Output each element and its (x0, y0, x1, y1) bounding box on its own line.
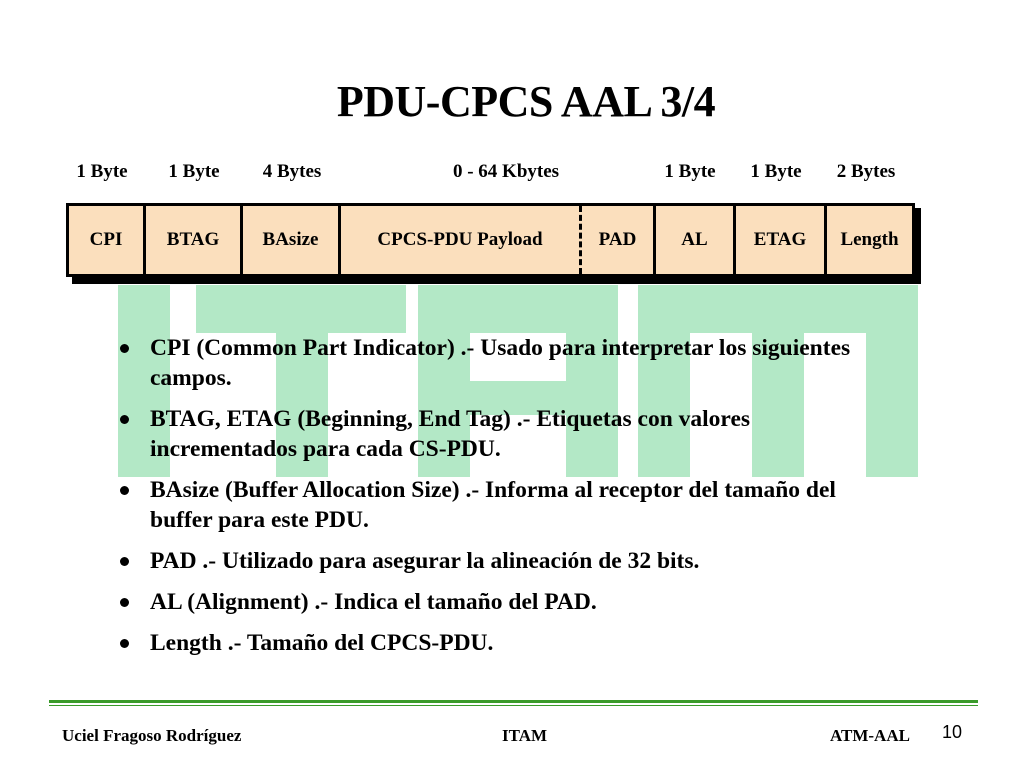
footer-institution: ITAM (502, 726, 548, 745)
size-label-btag: 1 Byte (168, 161, 220, 182)
field-cpi: CPI (89, 229, 123, 250)
size-label-etag: 1 Byte (750, 161, 802, 182)
size-label-length: 2 Bytes (836, 161, 896, 182)
footer-divider-thin (49, 705, 978, 706)
field-description-list (116, 333, 896, 669)
bullet-text: BTAG, ETAG (Beginning, End Tag) .- Etiquetas con valores incrementados para cada CS-PDU. (150, 406, 751, 462)
bullet-icon (120, 486, 129, 495)
field-al: AL (681, 229, 708, 250)
field-pad: PAD (598, 229, 637, 250)
footer-divider (49, 700, 978, 703)
list-item (116, 628, 896, 658)
bullet-icon (120, 598, 129, 607)
bullet-text: CPI (Common Part Indicator) .- Usado para interpretar los siguientes campos. (150, 335, 851, 391)
list-item (116, 475, 896, 535)
field-btag: BTAG (166, 229, 220, 250)
field-cpcs-pdu-payload: CPCS-PDU Payload (377, 229, 543, 250)
size-label-basize: 4 Bytes (262, 161, 322, 182)
footer-author: Uciel Fragoso Rodríguez (62, 726, 242, 745)
list-item (116, 404, 896, 464)
field-length: Length (840, 229, 899, 250)
footer-course: ATM-AAL (830, 726, 910, 745)
list-item (116, 333, 896, 393)
list-item (116, 546, 896, 576)
slide-title: PDU-CPCS AAL 3/4 (336, 77, 716, 126)
field-basize: BAsize (262, 229, 319, 250)
bullet-text: Length .- Tamaño del CPCS-PDU. (150, 630, 494, 656)
bullet-text: BAsize (Buffer Allocation Size) .- Informa al receptor del tamaño del buffer para este PDU. (150, 477, 836, 533)
pdu-frame-diagram (66, 203, 915, 277)
page-number: 10 (942, 722, 963, 742)
size-label-al: 1 Byte (664, 161, 716, 182)
list-item (116, 587, 896, 617)
size-label-payload: 0 - 64 Kbytes (452, 161, 560, 182)
bullet-text: PAD .- Utilizado para asegurar la alineación de 32 bits. (150, 548, 700, 574)
size-label-cpi: 1 Byte (76, 161, 128, 182)
bullet-icon (120, 639, 129, 648)
bullet-icon (120, 344, 129, 353)
bullet-text: AL (Alignment) .- Indica el tamaño del PAD. (150, 589, 597, 615)
field-etag: ETAG (753, 229, 807, 250)
bullet-icon (120, 415, 129, 424)
bullet-icon (120, 557, 129, 566)
